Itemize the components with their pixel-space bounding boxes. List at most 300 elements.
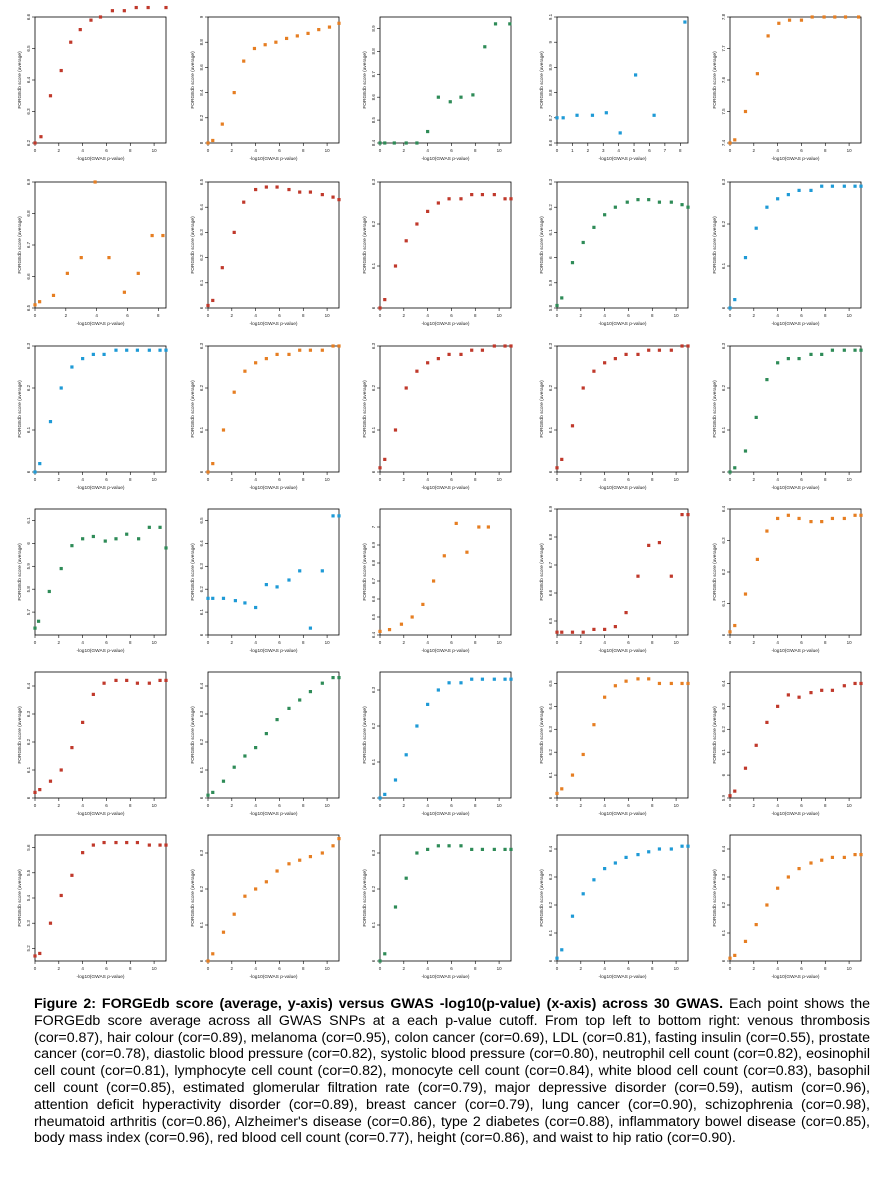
data-point (298, 859, 301, 862)
y-tick-label: 6.1 (199, 608, 204, 616)
data-point (481, 193, 484, 196)
data-point (114, 349, 117, 352)
x-tick-label: 4 (254, 803, 257, 808)
data-point (776, 361, 779, 364)
data-point (265, 880, 268, 883)
data-point (820, 859, 823, 862)
data-point (233, 913, 236, 916)
data-point (797, 189, 800, 192)
data-point (331, 514, 334, 517)
x-tick-label: 8 (651, 640, 654, 645)
y-tick-label: 6.3 (26, 710, 31, 718)
data-point (788, 19, 791, 22)
y-tick-label: 6.1 (721, 262, 726, 270)
y-tick-label: 5.9 (721, 794, 726, 802)
x-tick-label: 0 (206, 966, 210, 971)
data-point (605, 111, 608, 114)
scatter-panel-7 (178, 170, 356, 335)
plot-frame (380, 346, 511, 472)
y-tick-label: 6 (721, 306, 726, 310)
data-point (571, 261, 574, 264)
scatter-plot-svg (178, 170, 356, 335)
data-point (447, 681, 450, 684)
y-tick-label: 6 (548, 959, 553, 963)
y-tick-label: 6.1 (26, 517, 31, 524)
data-point (81, 721, 84, 724)
x-tick-label: 2 (230, 640, 234, 645)
y-tick-label: 6.4 (721, 680, 726, 687)
y-tick-label: 6.4 (721, 505, 726, 513)
y-tick-label: 5.8 (548, 304, 553, 312)
scatter-panel-18 (350, 497, 528, 662)
data-point (164, 843, 167, 846)
x-tick-label: 0 (728, 477, 732, 482)
x-tick-label: 0 (378, 313, 382, 318)
y-tick-label: 7.5 (721, 108, 726, 115)
data-point (222, 780, 225, 783)
scatter-plot-svg (527, 497, 705, 662)
x-tick-label: 4 (603, 477, 606, 482)
figure-caption (34, 996, 870, 1147)
y-tick-label: 6.3 (548, 873, 553, 881)
plot-frame (35, 835, 166, 961)
x-tick-label: 2 (402, 313, 406, 318)
data-point (287, 707, 290, 710)
data-point (755, 227, 758, 230)
data-point (481, 848, 484, 851)
x-tick-label: 4 (776, 966, 779, 971)
data-point (787, 875, 790, 878)
data-point (470, 678, 473, 681)
data-point (296, 34, 299, 37)
y-tick-label: 8.8 (548, 89, 553, 96)
x-tick-label: 2 (402, 148, 406, 153)
data-point (603, 361, 606, 364)
x-tick-label: 4 (81, 477, 84, 482)
data-point (265, 185, 268, 188)
data-point (233, 766, 236, 769)
scatter-plot-svg (527, 334, 705, 499)
scatter-panel-25 (700, 660, 878, 825)
data-point (853, 185, 856, 188)
data-point (809, 353, 812, 356)
scatter-plot-svg (350, 334, 528, 499)
y-tick-label: 6.3 (371, 686, 376, 694)
data-point (158, 679, 161, 682)
data-point (378, 959, 381, 962)
data-point (592, 370, 595, 373)
scatter-panel-6 (5, 170, 183, 335)
plot-frame (380, 182, 511, 308)
data-point (776, 197, 779, 200)
data-point (114, 679, 117, 682)
x-tick-label: 2 (402, 477, 406, 482)
y-tick-label: 6.3 (721, 703, 726, 710)
data-point (670, 349, 673, 352)
data-point (60, 567, 63, 570)
x-axis-label: -log10(GWAS p-value) (421, 812, 470, 817)
x-tick-label: 8 (824, 966, 827, 971)
x-tick-label: 6 (450, 640, 453, 645)
scatter-panel-5 (700, 5, 878, 170)
y-tick-label: 6.2 (371, 885, 376, 893)
data-point (477, 525, 480, 528)
data-point (787, 357, 790, 360)
x-tick-label: 10 (151, 148, 157, 153)
data-point (275, 869, 278, 872)
data-point (148, 843, 151, 846)
x-tick-label: 6 (105, 966, 108, 971)
data-point (487, 525, 490, 528)
x-tick-label: 0 (555, 966, 559, 971)
data-point (560, 458, 563, 461)
data-point (426, 130, 429, 133)
data-point (797, 357, 800, 360)
data-point (222, 597, 225, 600)
data-point (243, 601, 246, 604)
data-point (728, 630, 731, 633)
data-point (52, 294, 55, 297)
scatter-plot-svg (350, 823, 528, 988)
x-tick-label: 6 (450, 148, 453, 153)
x-tick-label: 2 (586, 148, 590, 153)
x-tick-label: 0 (728, 640, 732, 645)
data-point (571, 915, 574, 918)
scatter-panel-15 (700, 334, 878, 499)
x-tick-label: 10 (496, 966, 502, 971)
plot-frame (35, 672, 166, 798)
x-tick-label: 10 (324, 148, 330, 153)
data-point (843, 684, 846, 687)
data-point (89, 19, 92, 22)
data-point (560, 787, 563, 790)
y-tick-label: 6.2 (721, 901, 726, 909)
scatter-plot-svg (700, 823, 878, 988)
data-point (647, 349, 650, 352)
x-tick-label: 2 (579, 477, 583, 482)
data-point (136, 682, 139, 685)
x-tick-label: 8 (474, 640, 477, 645)
x-tick-label: 0 (206, 313, 210, 318)
y-tick-label: 6.9 (371, 541, 376, 549)
x-tick-label: 4 (426, 477, 429, 482)
x-tick-label: 2 (230, 803, 234, 808)
x-tick-label: 10 (496, 640, 502, 645)
data-point (275, 718, 278, 721)
scatter-plot-svg (700, 497, 878, 662)
data-point (776, 705, 779, 708)
x-tick-label: 10 (324, 803, 330, 808)
y-tick-label: 6.2 (26, 738, 31, 746)
data-point (92, 535, 95, 538)
x-tick-label: 0 (33, 966, 37, 971)
data-point (254, 746, 257, 749)
scatter-plot-svg (700, 5, 878, 170)
data-point (437, 688, 440, 691)
data-point (285, 37, 288, 40)
data-point (211, 139, 214, 142)
x-tick-label: 2 (57, 966, 61, 971)
x-tick-label: 8 (824, 803, 827, 808)
y-tick-label: 6.8 (548, 533, 553, 541)
data-point (331, 344, 334, 347)
x-tick-label: 8 (651, 477, 654, 482)
plot-frame (557, 509, 688, 635)
x-axis-label: -log10(GWAS p-value) (598, 157, 647, 162)
data-point (99, 15, 102, 18)
data-point (136, 349, 139, 352)
plot-frame (730, 346, 861, 472)
data-point (658, 682, 661, 685)
y-tick-label: 8.4 (199, 89, 204, 96)
y-tick-label: 6 (199, 306, 204, 310)
x-tick-label: 6 (800, 313, 803, 318)
x-tick-label: 0 (378, 803, 382, 808)
data-point (626, 201, 629, 204)
data-point (405, 386, 408, 389)
x-tick-label: 2 (402, 803, 406, 808)
data-point (233, 91, 236, 94)
x-tick-label: 8 (824, 148, 827, 153)
x-tick-label: 6 (278, 313, 281, 318)
x-tick-label: 6 (627, 640, 630, 645)
data-point (800, 19, 803, 22)
data-point (164, 6, 167, 9)
y-tick-label: 6.3 (721, 178, 726, 186)
x-tick-label: 6 (627, 966, 630, 971)
data-point (831, 349, 834, 352)
data-point (592, 628, 595, 631)
data-point (383, 458, 386, 461)
data-point (49, 922, 52, 925)
scatter-plot-svg (350, 497, 528, 662)
x-tick-label: 6 (278, 640, 281, 645)
plot-frame (208, 182, 339, 308)
data-point (60, 768, 63, 771)
data-point (471, 93, 474, 96)
data-point (206, 959, 209, 962)
x-tick-label: 0 (728, 966, 732, 971)
x-axis-label: -log10(GWAS p-value) (76, 649, 125, 654)
x-tick-label: 10 (496, 803, 502, 808)
data-point (571, 773, 574, 776)
x-tick-label: 0 (555, 313, 559, 318)
data-point (393, 141, 396, 144)
data-point (765, 903, 768, 906)
x-tick-label: 6 (800, 640, 803, 645)
y-tick-label: 6 (199, 796, 204, 800)
data-point (853, 682, 856, 685)
data-point (470, 193, 473, 196)
y-tick-label: 5.9 (26, 563, 31, 570)
y-tick-label: 8.5 (371, 116, 376, 124)
data-point (614, 684, 617, 687)
data-point (809, 861, 812, 864)
scatter-panel-23 (350, 660, 528, 825)
scatter-panel-30 (700, 823, 878, 988)
data-point (60, 69, 63, 72)
data-point (765, 206, 768, 209)
data-point (582, 753, 585, 756)
x-tick-label: 2 (57, 803, 61, 808)
data-point (104, 539, 107, 542)
scatter-panel-13 (350, 334, 528, 499)
y-tick-label: 6.2 (721, 384, 726, 392)
data-point (680, 845, 683, 848)
x-tick-label: 10 (324, 966, 330, 971)
x-tick-label: 4 (426, 313, 429, 318)
y-axis-label: FORGEdb score (average) (713, 543, 718, 601)
plot-frame (730, 509, 861, 635)
data-point (744, 767, 747, 770)
data-point (378, 796, 381, 799)
data-point (603, 628, 606, 631)
y-tick-label: 7.7 (721, 45, 726, 52)
data-point (562, 116, 565, 119)
x-axis-label: -log10(GWAS p-value) (249, 486, 298, 491)
x-tick-label: 2 (230, 966, 234, 971)
y-tick-label: 6.5 (199, 178, 204, 186)
data-point (111, 9, 114, 12)
x-tick-label: 4 (776, 313, 779, 318)
data-point (437, 844, 440, 847)
data-point (831, 856, 834, 859)
data-point (426, 703, 429, 706)
data-point (686, 682, 689, 685)
x-tick-label: 8 (157, 313, 160, 318)
y-axis-label: FORGEdb score (average) (713, 706, 718, 764)
data-point (603, 213, 606, 216)
data-point (254, 361, 257, 364)
y-tick-label: 9 (548, 40, 553, 44)
x-tick-label: 8 (302, 640, 305, 645)
data-point (503, 344, 506, 347)
data-point (415, 370, 418, 373)
data-point (787, 693, 790, 696)
data-point (211, 597, 214, 600)
data-point (555, 304, 558, 307)
y-tick-label: 8.6 (199, 64, 204, 71)
data-point (744, 592, 747, 595)
data-point (755, 744, 758, 747)
data-point (591, 114, 594, 117)
x-axis-label: -log10(GWAS p-value) (249, 649, 298, 654)
data-point (254, 188, 257, 191)
data-point (242, 201, 245, 204)
data-point (555, 631, 558, 634)
data-point (81, 357, 84, 360)
plot-frame (380, 835, 511, 961)
y-tick-label: 6.1 (199, 921, 204, 929)
y-tick-label: 5.4 (26, 894, 31, 902)
data-point (503, 848, 506, 851)
data-point (733, 138, 736, 141)
data-point (394, 264, 397, 267)
y-axis-label: FORGEdb score (average) (540, 51, 545, 109)
data-point (820, 353, 823, 356)
data-point (221, 266, 224, 269)
data-point (411, 615, 414, 618)
x-tick-label: 10 (846, 313, 852, 318)
x-axis-label: -log10(GWAS p-value) (249, 975, 298, 980)
data-point (81, 851, 84, 854)
y-axis-label: FORGEdb score (average) (363, 380, 368, 438)
data-point (831, 689, 834, 692)
data-point (287, 578, 290, 581)
x-tick-label: 8 (302, 148, 305, 153)
x-axis-label: -log10(GWAS p-value) (598, 649, 647, 654)
data-point (744, 110, 747, 113)
data-point (756, 558, 759, 561)
data-point (287, 188, 290, 191)
data-point (66, 272, 69, 275)
y-tick-label: 8 (199, 141, 204, 145)
y-tick-label: 6.8 (26, 210, 31, 217)
scatter-plot-svg (5, 170, 183, 335)
y-tick-label: 6.2 (721, 220, 726, 228)
x-tick-label: 4 (776, 477, 779, 482)
x-tick-label: 10 (151, 640, 157, 645)
x-tick-label: 8 (129, 966, 132, 971)
data-point (843, 185, 846, 188)
y-tick-label: 6 (199, 470, 204, 474)
x-tick-label: 6 (105, 477, 108, 482)
data-point (394, 428, 397, 431)
data-point (509, 197, 512, 200)
y-tick-label: 6.5 (548, 680, 553, 687)
x-tick-label: 1 (571, 148, 574, 153)
data-point (33, 141, 36, 144)
y-tick-label: 8.9 (371, 25, 376, 32)
y-tick-label: 5.6 (26, 844, 31, 851)
y-tick-label: 6.3 (721, 873, 726, 881)
data-point (728, 141, 731, 144)
x-tick-label: 2 (57, 477, 61, 482)
x-tick-label: 2 (579, 966, 583, 971)
data-point (857, 15, 860, 18)
data-point (233, 231, 236, 234)
x-tick-label: 8 (651, 803, 654, 808)
y-tick-label: 6.1 (548, 229, 553, 236)
y-axis-label: FORGEdb score (average) (713, 869, 718, 927)
scatter-panel-26 (5, 823, 183, 988)
data-point (503, 678, 506, 681)
y-tick-label: 6.4 (26, 76, 31, 84)
x-tick-label: 2 (230, 477, 234, 482)
x-tick-label: 6 (800, 803, 803, 808)
x-tick-label: 10 (846, 803, 852, 808)
y-axis-label: FORGEdb score (average) (540, 216, 545, 274)
data-point (137, 272, 140, 275)
data-point (70, 365, 73, 368)
plot-frame (730, 182, 861, 308)
data-point (744, 940, 747, 943)
x-tick-label: 8 (679, 148, 682, 153)
y-tick-label: 6.4 (199, 204, 204, 211)
x-tick-label: 0 (33, 477, 37, 482)
scatter-panel-22 (178, 660, 356, 825)
data-point (415, 851, 418, 854)
y-tick-label: 6.5 (548, 617, 553, 625)
data-point (337, 514, 340, 517)
y-axis-label: FORGEdb score (average) (191, 706, 196, 764)
data-point (378, 466, 381, 469)
data-point (222, 428, 225, 431)
y-tick-label: 5.3 (26, 920, 31, 927)
data-point (592, 878, 595, 881)
x-axis-label: -log10(GWAS p-value) (76, 975, 125, 980)
scatter-panel-12 (178, 334, 356, 499)
